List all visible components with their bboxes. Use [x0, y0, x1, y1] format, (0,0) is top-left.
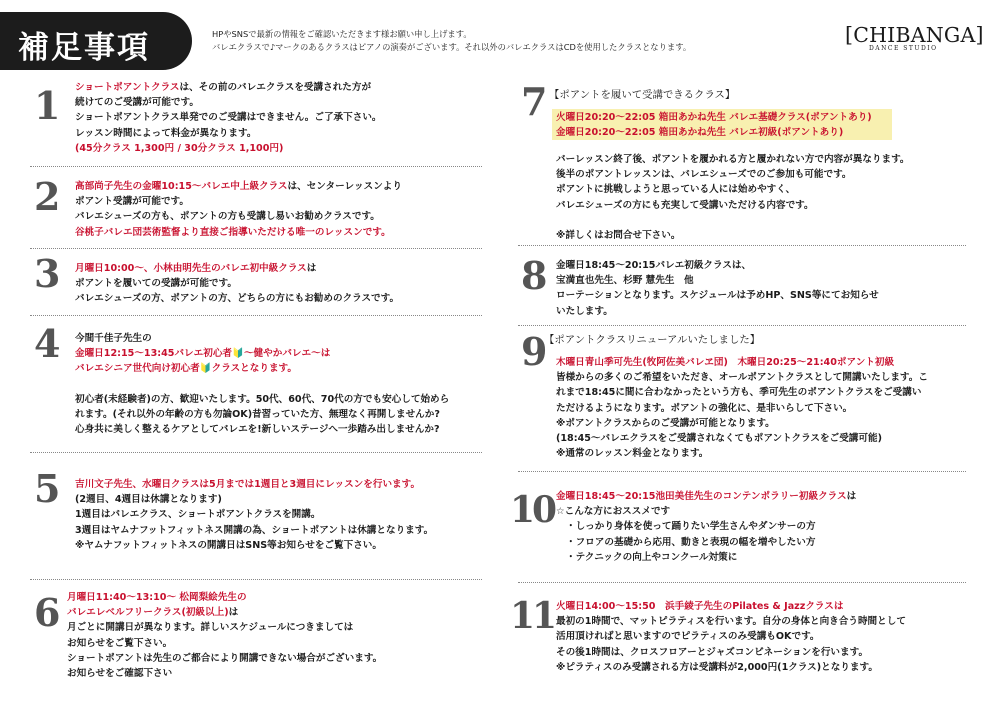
section-number-8: 8 — [521, 253, 548, 298]
section-number-9: 9 — [521, 329, 548, 374]
header-note — [212, 28, 691, 54]
s9-l3: れまで18:45に間に合わなかったという方も、季可先生のポアントクラスをご受講い — [556, 387, 922, 399]
section-number-4: 4 — [34, 321, 61, 366]
s9-l2: 皆様からの多くのご希望をいただき、オールポアントクラスとして開講いたします。こ — [556, 372, 928, 384]
divider — [518, 245, 966, 246]
s9-l4: ただけるようになります。ポアントの強化に、是非いらして下さい。 — [556, 402, 853, 414]
divider — [518, 325, 966, 326]
s9-l7: ※通常のレッスン料金となります。 — [556, 448, 709, 460]
title-tab — [0, 12, 192, 70]
s10-l1-rest: は — [846, 491, 857, 502]
s5-l1: 吉川文子先生、水曜日クラスは5月までは1週目と3週目にレッスンを行います。 — [75, 479, 421, 490]
divider — [30, 248, 482, 249]
s4-l1: 今間千佳子先生の — [75, 333, 152, 344]
divider — [30, 315, 482, 316]
section-number-6: 6 — [34, 590, 61, 635]
s6-l3: 月ごとに開講日が異なります。詳しいスケジュールにつきましては — [67, 622, 354, 634]
logo-sub-text: DANCE STUDIO — [869, 45, 938, 52]
divider — [30, 579, 482, 580]
s8-l3: ローテーションとなります。スケジュールは予めHP、SNS等にてお知らせ — [556, 290, 879, 302]
section-3-body — [75, 261, 399, 307]
s5-l4: 3週目はヤムナフットフィットネス開講の為、ショートポアントは休講となります。 — [75, 524, 434, 536]
section-number-2: 2 — [34, 174, 61, 219]
s10-l5: ・テクニックの向上やコンクール対策に — [566, 551, 738, 563]
s2-l1-rest: は、センターレッスンより — [287, 181, 402, 192]
s5-l3: 1週目はバレエクラス、ショートポアントクラスを開講。 — [75, 509, 321, 521]
section-7-body — [556, 152, 910, 243]
divider — [518, 471, 966, 472]
section-number-5: 5 — [34, 466, 61, 511]
s7-heading: 【ポアントを履いて受講できるクラス】 — [549, 89, 736, 101]
s1-l3: ショートポアントクラス単発でのご受講はできません。ご了承下さい。 — [75, 112, 382, 124]
s7-hl1: 火曜日20:20～22:05 箱田あかね先生 バレエ基礎クラス(ポアントあり) — [556, 112, 872, 123]
s2-l1-red: 高部尚子先生の金曜10:15～バレエ中上級クラス — [75, 181, 288, 192]
s2-l2: ポアント受講が可能です。 — [75, 196, 189, 208]
s7-l5: ※詳しくはお問合せ下さい。 — [556, 230, 681, 241]
s10-l4: ・フロアの基礎から応用、動きと表現の幅を増やしたい方 — [566, 536, 816, 548]
s11-l2: 最初の1時間で、マットピラティスを行います。自分の身体と向き合う時間として — [556, 616, 906, 628]
s7-l2: 後半のポアントレッスンは、バレエシューズでのご参加も可能です。 — [556, 169, 852, 181]
s11-l3: 活用頂ければと思いますのでピラティスのみ受講もOKです。 — [556, 631, 820, 643]
s3-l3: バレエシューズの方、ポアントの方、どちらの方にもお勧めのクラスです。 — [75, 293, 400, 305]
s11-l4: その後1時間は、クロスフロアーとジャズコンビネーションを行います。 — [556, 646, 869, 658]
section-number-7: 7 — [521, 79, 548, 124]
section-5-body — [75, 477, 433, 553]
section-10-body — [556, 489, 856, 565]
section-number-10: 10 — [510, 489, 555, 531]
section-number-3: 3 — [34, 251, 61, 296]
s1-l2: 続けてのご受講が可能です。 — [75, 97, 199, 109]
s6-l6: お知らせをご確認下さい — [67, 668, 173, 680]
divider — [518, 582, 966, 583]
s6-l4: お知らせをご覧下さい。 — [67, 637, 173, 649]
section-7-highlight — [556, 110, 872, 140]
s4-l6: 心身共に美しく整えるケアとしてバレエを!新しいステージへ一歩踏み出しませんか? — [75, 424, 440, 436]
studio-logo — [845, 23, 984, 56]
s11-l1: 火曜日14:00～15:50 浜手綾子先生のPilates & Jazzクラスは — [556, 601, 844, 612]
s10-l1-red: 金曜日18:45～20:15池田美佳先生のコンテンポラリー初級クラス — [556, 491, 847, 502]
s10-l3: ・しっかり身体を使って踊りたい学生さんやダンサーの方 — [566, 521, 816, 533]
section-8-body — [556, 258, 879, 319]
s10-l2: ☆こんな方におススメです — [556, 506, 671, 518]
s3-l1-rest: は — [306, 263, 317, 274]
s5-l5: ※ヤムナフットフィットネスの開講日はSNS等お知らせをご覧下さい。 — [75, 539, 382, 551]
s5-l2: (2週目、4週目は休講となります) — [75, 494, 222, 506]
s7-l3: ポアントに挑戦しようと思っている人には始めやすく、 — [556, 184, 796, 196]
s2-l3: バレエシューズの方も、ポアントの方も受講し易いお勧めクラスです。 — [75, 211, 380, 223]
section-9-body — [556, 355, 928, 461]
section-number-11: 11 — [510, 595, 555, 637]
s9-l1: 木曜日青山季可先生(牧阿佐美バレヱ団) 木曜日20:25～21:40ポアント初級 — [556, 357, 895, 368]
header-note-line1: HPやSNSで最新の情報をご確認いただきます様お願い申し上げます。 — [212, 29, 472, 39]
s11-l5: ※ピラティスのみ受講される方は受講料が2,000円(1クラス)となります。 — [556, 661, 878, 673]
section-2-body — [75, 179, 402, 240]
s4-l2: 金曜日12:15～13:45バレエ初心者🔰～健やかバレエ～は — [75, 348, 331, 360]
header-note-line2: バレエクラスで♪マークのあるクラスはピアノの演奏がございます。それ以外のバレエクラスはCDを使用したクラスとなります。 — [212, 42, 692, 52]
section-1-body — [75, 80, 382, 156]
s7-l1: バーレッスン終了後、ポアントを履かれる方と履かれない方で内容が異なります。 — [556, 154, 910, 165]
s6-l2-red: バレエレベルフリークラス(初級以上) — [67, 607, 229, 619]
divider — [30, 166, 482, 167]
s6-l5: ショートポアントは先生のご都合により開講できない場合がございます。 — [67, 652, 383, 664]
s9-l5: ※ポアントクラスからのご受講が可能となります。 — [556, 417, 775, 429]
section-6-body — [67, 590, 382, 681]
s8-l4: いたします。 — [556, 305, 613, 317]
s4-l3: バレエシニア世代向け初心者🔰クラスとなります。 — [75, 363, 297, 375]
s4-l5: れます。(それ以外の年齢の方も勿論OK)昔習っていた方、無理なく再開しませんか? — [75, 409, 440, 420]
section-11-body — [556, 599, 906, 675]
s2-l4: 谷桃子バレエ団芸術監督より直接ご指導いただける唯一のレッスンです。 — [75, 226, 391, 238]
s1-l1-rest: は、その前のバレエクラスを受講された方が — [179, 82, 372, 93]
s7-l4: バレエシューズの方にも充実して受講いただける内容です。 — [556, 199, 814, 211]
s1-l5: (45分クラス 1,300円 / 30分クラス 1,100円) — [75, 142, 284, 154]
section-4-body — [75, 331, 449, 437]
s3-l1-red: 月曜日10:00～、小林由明先生のバレエ初中級クラス — [75, 263, 307, 274]
s7-hl2: 金曜日20:20～22:05 箱田あかね先生 バレエ初級(ポアントあり) — [556, 127, 844, 139]
page-title: 補足事項 — [18, 30, 150, 66]
s4-l4: 初心者(未経験者)の方、歓迎いたします。50代、60代、70代の方でも安心して始めら — [75, 393, 450, 405]
s1-l1-red: ショートポアントクラス — [75, 82, 180, 93]
s8-l1: 金曜日18:45～20:15バレエ初級クラスは、 — [556, 260, 752, 271]
divider — [30, 452, 482, 453]
s9-l6: (18:45～バレエクラスをご受講されなくてもポアントクラスをご受講可能) — [556, 433, 882, 445]
s9-heading: 【ポアントクラスリニューアルいたしました】 — [544, 334, 761, 346]
s8-l2: 宝満直也先生、杉野 慧先生 他 — [556, 275, 694, 287]
section-number-1: 1 — [34, 83, 61, 128]
s6-l2-rest: は — [228, 607, 239, 619]
s1-l4: レッスン時間によって料金が異なります。 — [75, 127, 257, 139]
logo-main-text: [CHIBANGA] — [845, 23, 984, 47]
s6-l1: 月曜日11:40～13:10～ 松岡梨絵先生の — [67, 592, 247, 603]
s3-l2: ポアントを履いての受講が可能です。 — [75, 278, 237, 290]
